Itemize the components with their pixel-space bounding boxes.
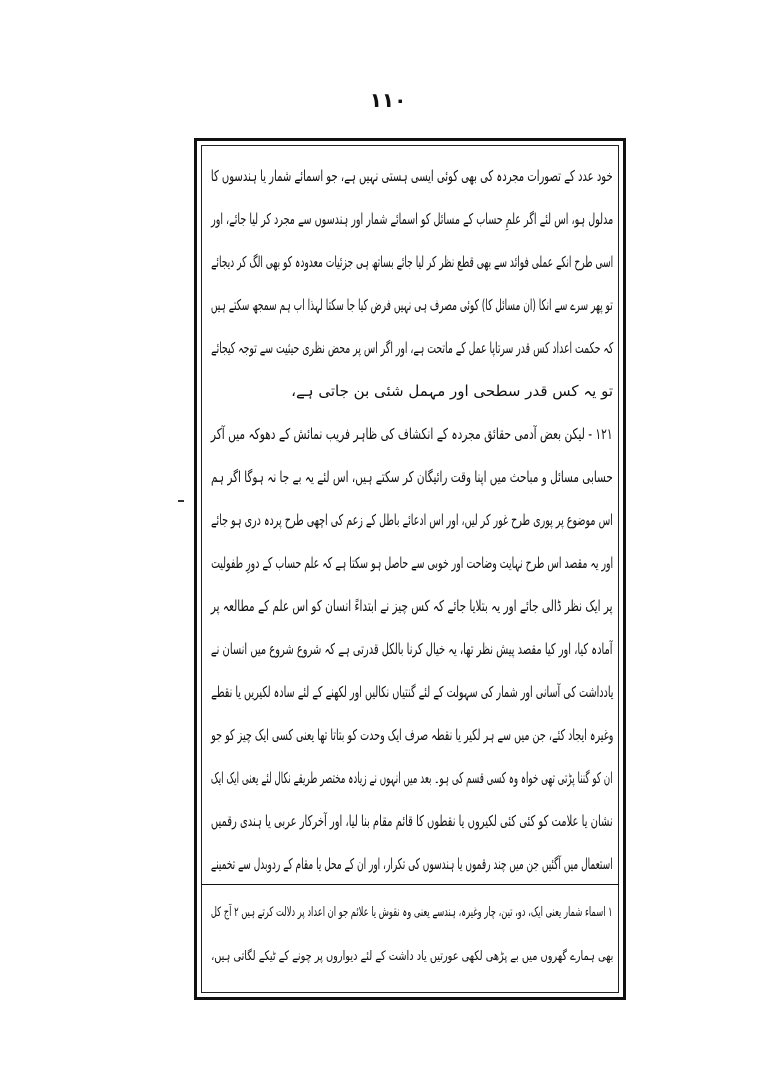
body-line-text: مدلول ہو، اس لئے اگر علمِ حساب کے مسائل کو اسمائے شمار اور ہندسوں سے مجرد کر لیا جائے، اور	[210, 210, 613, 228]
footnote-divider	[201, 884, 619, 885]
body-line	[211, 284, 613, 327]
body-line-text: آمادہ کیا، اور کیا مقصد پیش نظر تھا، یہ خیال کرنا بالکل قدرتی ہے کہ شروع شروع میں انسان نے	[211, 640, 613, 658]
body-line	[211, 757, 613, 800]
footnote-line	[211, 891, 613, 935]
body-line	[211, 843, 613, 886]
body-line	[211, 800, 613, 843]
body-line	[211, 241, 613, 284]
body-line-text: استعمال میں آگئیں جن میں چند رقموں یا ہندسوں کی تکرار، اور ان کے محل یا مقام کے ردوبدل سے تخمینے	[211, 855, 613, 873]
body-text	[211, 155, 613, 886]
footnotes	[211, 891, 613, 979]
body-line-text: وغیرہ ایجاد کئے، جن میں سے ہر لکیر یا نقطہ صرف ایک وحدت کو بتاتا تھا یعنی کسی ایک چیز کو جو	[210, 726, 613, 744]
body-line	[211, 370, 613, 413]
body-line	[211, 628, 613, 671]
body-line	[211, 327, 613, 370]
body-line-text: اس موضوع پر پوری طرح غور کر لیں، اور اس ادعائے باطل کے زعم کی اچھی طرح پردہ دری ہو جائے	[211, 511, 613, 529]
body-line	[211, 714, 613, 757]
body-line-text: ان کو گننا پڑتی تھی خواہ وہ کسی قسم کی ہو۔ بعد میں انہوں نے زیادہ مختصر طریقے نکال لئے یعنی ایک ایک	[211, 769, 613, 787]
body-line-text: تو پھر سرے سے انکا (ان مسائل کا) کوئی مصرف ہی نہیں فرض کیا جا سکتا لہذا اب ہم سمجھ سکتے ہیں	[211, 296, 613, 314]
body-line	[211, 499, 613, 542]
body-line-text: پر ایک نظر ڈالی جائے اور یہ بتلایا جائے کہ کس چیز نے ابتداءً انسان کو اس علم کے مطالعہ پر	[211, 597, 613, 615]
body-line-text: کہ حکمت اعداد کس قدر سرتاپا عمل کے ماتحت ہے، اور اگر اس پر محض نظری حیثیت سے توجہ کیجائے	[210, 339, 613, 357]
body-line	[211, 456, 613, 499]
text-frame	[194, 138, 626, 1000]
body-line-text: حسابی مسائل و مباحث میں اپنا وقت رائیگان کر سکتے ہیں، اس لئے یہ بے جا نہ ہوگا اگر ہم	[211, 468, 613, 486]
body-line-text: اسی طرح انکے عملی فوائد سے بھی قطع نظر کر لیا جائے بساتھ ہی جزئیات معدودہ کو بھی الگ کر دیجائے	[210, 253, 613, 271]
body-line-text: ۱۲۱ - لیکن بعض آدمی حقائق مجردہ کے انکشاف کی ظاہر فریب نمائش کے دھوکہ میں آکر	[211, 425, 613, 443]
body-line	[211, 155, 613, 198]
body-line-text: تو یہ کس قدر سطحی اور مہمل شئی بن جاتی ہے،	[291, 382, 613, 400]
body-line-text: خود عدد کے تصورات مجردہ کی بھی کوئی ایسی ہستی نہیں ہے، جو اسمائے شمار یا ہندسوں کا	[211, 167, 613, 185]
footnote-line-text: ۱ اسماء شمار یعنی ایک، دو، تین، چار وغیرہ، ہندسے یعنی وہ نقوش یا علائم جو ان اعداد پر دلالت کرتے ہیں ۲ آج کل	[211, 905, 613, 920]
body-line	[211, 671, 613, 714]
body-line-text: نشان یا علامت کو کئی کئی لکیروں یا نقطوں کا قائم مقام بنا لیا، اور آخرکار عربی یا ہندی رقمیں	[211, 812, 613, 830]
body-line	[211, 585, 613, 628]
footnote-line-text: بھی ہمارے گھروں میں بے پڑھی لکھی عورتیں یاد داشت کے لئے دیواروں پر چونے کے ٹیکے لگاتی ہیں،	[210, 949, 613, 964]
body-line	[211, 198, 613, 241]
footnote-line	[211, 935, 613, 979]
body-line-text: یادداشت کی آسانی اور شمار کی سہولت کے لئے گنتیاں نکالیں اور لکھنے کے لئے سادہ لکیریں یا نقطے	[210, 683, 613, 701]
body-line	[211, 542, 613, 585]
page-number: ۱۱۰	[369, 88, 407, 112]
body-line-text: اور یہ مقصد اس طرح نہایت وضاحت اور خوبی سے حاصل ہو سکتا ہے کہ علم حساب کے دورِ طفولیت	[210, 554, 613, 572]
body-line	[211, 413, 613, 456]
